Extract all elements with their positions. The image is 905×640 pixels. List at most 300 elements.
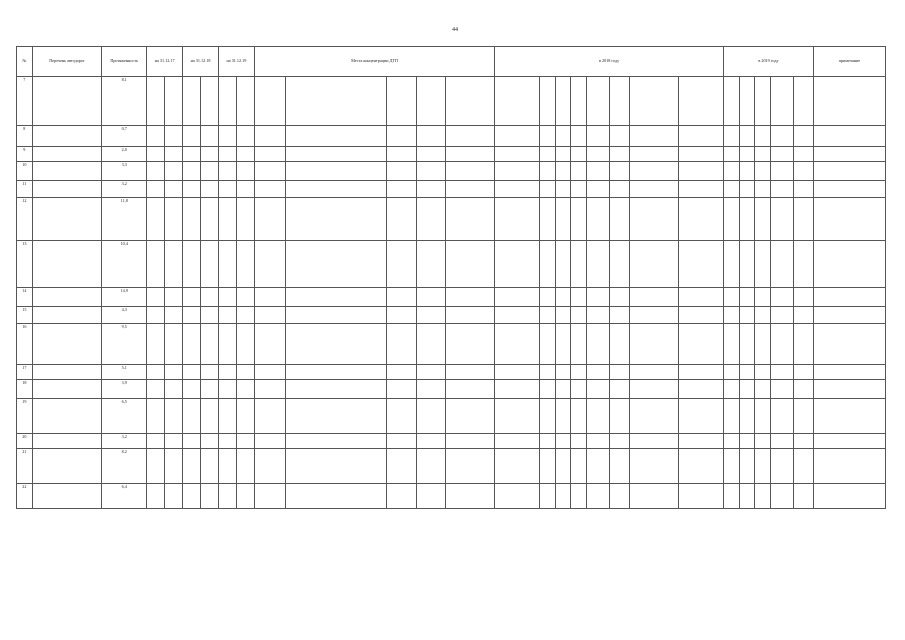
cell-n: 11 <box>17 181 33 198</box>
cell <box>183 380 201 399</box>
cell <box>629 147 678 162</box>
cell <box>201 399 219 434</box>
cell-note <box>813 399 885 434</box>
cell <box>201 162 219 181</box>
cell <box>793 77 813 126</box>
cell <box>201 380 219 399</box>
cell <box>571 380 587 399</box>
cell-note <box>813 434 885 449</box>
cell <box>416 365 445 380</box>
cell <box>755 307 771 324</box>
cell <box>201 241 219 288</box>
cell <box>724 324 740 365</box>
cell <box>387 484 416 509</box>
cell <box>793 126 813 147</box>
cell <box>495 198 540 241</box>
cell <box>201 198 219 241</box>
cell <box>219 77 237 126</box>
cell <box>629 434 678 449</box>
cell <box>755 126 771 147</box>
cell <box>416 449 445 484</box>
cell <box>495 181 540 198</box>
cell <box>755 241 771 288</box>
cell-len: 2,0 <box>102 147 147 162</box>
cell <box>445 307 494 324</box>
cell <box>147 77 165 126</box>
cell-name <box>32 181 102 198</box>
cell <box>587 307 609 324</box>
cell <box>147 365 165 380</box>
cell <box>165 198 183 241</box>
cell <box>416 126 445 147</box>
cell <box>219 399 237 434</box>
cell <box>629 380 678 399</box>
cell <box>724 147 740 162</box>
cell-note <box>813 449 885 484</box>
cell <box>771 399 793 434</box>
cell <box>183 162 201 181</box>
cell-len: 6,5 <box>102 399 147 434</box>
cell <box>387 162 416 181</box>
cell <box>236 380 254 399</box>
cell <box>571 181 587 198</box>
cell <box>201 147 219 162</box>
cell <box>629 77 678 126</box>
cell <box>793 198 813 241</box>
cell <box>540 241 556 288</box>
cell-name <box>32 77 102 126</box>
cell <box>445 241 494 288</box>
cell <box>495 449 540 484</box>
cell <box>147 181 165 198</box>
cell <box>183 307 201 324</box>
cell <box>147 399 165 434</box>
cell-n: 16 <box>17 324 33 365</box>
cell-n: 17 <box>17 365 33 380</box>
cell <box>540 198 556 241</box>
cell <box>219 162 237 181</box>
cell-len: 3,2 <box>102 434 147 449</box>
cell <box>540 147 556 162</box>
cell <box>793 449 813 484</box>
cell <box>416 484 445 509</box>
cell-len: 9,5 <box>102 324 147 365</box>
cell <box>771 198 793 241</box>
cell <box>629 162 678 181</box>
cell <box>629 449 678 484</box>
cell <box>254 484 285 509</box>
hdr-w2019: в 2019 году <box>724 47 814 77</box>
cell <box>739 126 755 147</box>
cell-name <box>32 198 102 241</box>
cell <box>286 147 387 162</box>
cell <box>254 147 285 162</box>
cell <box>165 241 183 288</box>
cell <box>629 198 678 241</box>
cell <box>254 380 285 399</box>
table-row <box>17 77 886 126</box>
cell <box>587 77 609 126</box>
cell <box>201 449 219 484</box>
cell-n: 10 <box>17 162 33 181</box>
cell <box>416 324 445 365</box>
cell-len: 4,3 <box>102 307 147 324</box>
cell <box>201 434 219 449</box>
cell <box>793 307 813 324</box>
hdr-road: Перечень автодорог <box>32 47 102 77</box>
cell <box>571 399 587 434</box>
cell-note <box>813 181 885 198</box>
cell <box>629 484 678 509</box>
table-row <box>17 365 886 380</box>
cell <box>147 434 165 449</box>
cell <box>609 399 629 434</box>
cell <box>147 380 165 399</box>
cell <box>219 380 237 399</box>
cell <box>571 77 587 126</box>
cell <box>771 324 793 365</box>
cell <box>555 399 571 434</box>
cell <box>739 380 755 399</box>
cell <box>587 147 609 162</box>
hdr-num: № <box>17 47 33 77</box>
cell <box>254 181 285 198</box>
cell <box>571 449 587 484</box>
cell-n: 12 <box>17 198 33 241</box>
table-row <box>17 126 886 147</box>
cell <box>286 484 387 509</box>
cell <box>555 365 571 380</box>
cell <box>679 399 724 434</box>
cell-n: 19 <box>17 399 33 434</box>
cell <box>679 324 724 365</box>
cell <box>679 434 724 449</box>
cell <box>254 307 285 324</box>
cell <box>587 380 609 399</box>
cell <box>587 484 609 509</box>
cell <box>755 449 771 484</box>
cell <box>201 365 219 380</box>
cell <box>587 365 609 380</box>
cell <box>739 162 755 181</box>
cell <box>609 288 629 307</box>
cell-len: 10,4 <box>102 241 147 288</box>
cell <box>254 198 285 241</box>
cell <box>201 126 219 147</box>
cell <box>609 181 629 198</box>
cell <box>495 434 540 449</box>
cell-len: 14,9 <box>102 288 147 307</box>
cell <box>236 324 254 365</box>
cell <box>219 449 237 484</box>
cell <box>387 147 416 162</box>
table-row <box>17 288 886 307</box>
cell <box>587 449 609 484</box>
cell <box>724 434 740 449</box>
cell <box>445 449 494 484</box>
cell <box>495 162 540 181</box>
cell <box>793 380 813 399</box>
cell <box>165 324 183 365</box>
cell <box>165 288 183 307</box>
cell <box>724 126 740 147</box>
cell <box>555 324 571 365</box>
cell-len: 0,7 <box>102 126 147 147</box>
cell <box>286 307 387 324</box>
cell <box>771 181 793 198</box>
cell-name <box>32 241 102 288</box>
cell <box>183 126 201 147</box>
cell <box>219 434 237 449</box>
cell <box>571 324 587 365</box>
table-row <box>17 307 886 324</box>
cell <box>219 288 237 307</box>
cell <box>739 77 755 126</box>
cell <box>629 324 678 365</box>
cell <box>629 126 678 147</box>
cell <box>495 147 540 162</box>
cell <box>286 288 387 307</box>
cell <box>387 434 416 449</box>
cell <box>147 241 165 288</box>
cell <box>609 380 629 399</box>
cell <box>165 162 183 181</box>
cell <box>755 77 771 126</box>
cell <box>286 198 387 241</box>
cell <box>571 484 587 509</box>
cell <box>445 181 494 198</box>
cell-len: 11,8 <box>102 198 147 241</box>
cell <box>165 399 183 434</box>
cell <box>387 198 416 241</box>
cell <box>555 77 571 126</box>
cell <box>254 77 285 126</box>
cell <box>724 288 740 307</box>
cell <box>793 399 813 434</box>
cell <box>387 399 416 434</box>
cell <box>183 241 201 288</box>
cell <box>147 307 165 324</box>
cell <box>555 449 571 484</box>
cell <box>755 324 771 365</box>
cell <box>286 380 387 399</box>
cell-name <box>32 126 102 147</box>
cell <box>571 288 587 307</box>
cell <box>724 365 740 380</box>
cell <box>755 365 771 380</box>
cell <box>724 449 740 484</box>
cell <box>755 198 771 241</box>
cell <box>445 126 494 147</box>
cell <box>495 399 540 434</box>
cell <box>739 449 755 484</box>
cell-name <box>32 484 102 509</box>
cell <box>254 241 285 288</box>
cell <box>609 434 629 449</box>
cell <box>771 241 793 288</box>
cell <box>609 484 629 509</box>
cell <box>771 484 793 509</box>
cell <box>219 484 237 509</box>
page-number: 44 <box>452 27 458 33</box>
table-row <box>17 241 886 288</box>
cell <box>165 365 183 380</box>
cell <box>679 288 724 307</box>
cell <box>755 434 771 449</box>
cell <box>629 307 678 324</box>
cell <box>254 399 285 434</box>
cell <box>724 77 740 126</box>
cell <box>236 399 254 434</box>
cell <box>495 484 540 509</box>
cell-name <box>32 162 102 181</box>
cell <box>679 198 724 241</box>
cell <box>540 380 556 399</box>
cell <box>165 380 183 399</box>
cell <box>755 399 771 434</box>
cell <box>165 484 183 509</box>
cell <box>587 241 609 288</box>
cell <box>201 181 219 198</box>
cell <box>183 288 201 307</box>
cell-len: 5,1 <box>102 365 147 380</box>
cell <box>571 434 587 449</box>
cell <box>147 198 165 241</box>
cell <box>416 434 445 449</box>
cell <box>629 241 678 288</box>
cell <box>147 484 165 509</box>
cell <box>165 307 183 324</box>
cell <box>201 484 219 509</box>
table-row <box>17 449 886 484</box>
cell <box>387 307 416 324</box>
cell <box>739 181 755 198</box>
cell <box>201 307 219 324</box>
cell <box>555 147 571 162</box>
cell <box>755 484 771 509</box>
cell <box>755 380 771 399</box>
cell <box>147 162 165 181</box>
cell <box>609 365 629 380</box>
cell-name <box>32 449 102 484</box>
cell <box>755 181 771 198</box>
cell <box>286 365 387 380</box>
cell <box>679 241 724 288</box>
cell <box>629 399 678 434</box>
cell-len: 3,2 <box>102 181 147 198</box>
cell <box>679 181 724 198</box>
cell <box>793 324 813 365</box>
cell-n: 7 <box>17 77 33 126</box>
hdr-w2018: в 2018 году <box>495 47 724 77</box>
cell <box>609 126 629 147</box>
hdr-p2: на 31.12.18 <box>183 47 219 77</box>
cell <box>739 324 755 365</box>
cell <box>555 434 571 449</box>
cell <box>416 241 445 288</box>
cell-name <box>32 288 102 307</box>
cell <box>771 162 793 181</box>
cell <box>183 434 201 449</box>
cell-note <box>813 365 885 380</box>
cell-name <box>32 380 102 399</box>
cell <box>495 365 540 380</box>
cell <box>540 77 556 126</box>
cell <box>739 399 755 434</box>
cell <box>236 434 254 449</box>
cell <box>254 449 285 484</box>
cell <box>587 126 609 147</box>
cell <box>445 380 494 399</box>
cell-n: 21 <box>17 449 33 484</box>
cell <box>793 484 813 509</box>
cell <box>286 449 387 484</box>
cell <box>387 181 416 198</box>
cell <box>679 484 724 509</box>
cell <box>587 399 609 434</box>
cell <box>183 77 201 126</box>
cell <box>445 434 494 449</box>
cell <box>254 162 285 181</box>
cell-name <box>32 307 102 324</box>
cell-note <box>813 77 885 126</box>
cell <box>724 198 740 241</box>
cell <box>445 288 494 307</box>
cell <box>416 380 445 399</box>
cell <box>445 198 494 241</box>
cell <box>147 324 165 365</box>
cell-name <box>32 324 102 365</box>
cell <box>236 147 254 162</box>
cell-n: 13 <box>17 241 33 288</box>
cell-note <box>813 324 885 365</box>
cell-len: 6,4 <box>102 484 147 509</box>
cell <box>147 126 165 147</box>
cell <box>540 449 556 484</box>
cell <box>165 181 183 198</box>
cell <box>679 147 724 162</box>
cell-note <box>813 126 885 147</box>
cell-name <box>32 147 102 162</box>
cell <box>739 288 755 307</box>
cell-note <box>813 241 885 288</box>
cell <box>629 288 678 307</box>
hdr-length: Протяженность <box>102 47 147 77</box>
hdr-dtp: Места концентрации ДТП <box>254 47 494 77</box>
cell-n: 9 <box>17 147 33 162</box>
cell <box>679 449 724 484</box>
cell <box>793 147 813 162</box>
cell <box>679 307 724 324</box>
cell <box>571 147 587 162</box>
cell <box>793 365 813 380</box>
cell <box>286 241 387 288</box>
cell <box>555 484 571 509</box>
cell-len: 8,1 <box>102 77 147 126</box>
cell <box>495 380 540 399</box>
cell <box>286 126 387 147</box>
cell <box>387 77 416 126</box>
cell <box>609 162 629 181</box>
cell <box>387 449 416 484</box>
cell <box>286 434 387 449</box>
cell <box>445 484 494 509</box>
cell <box>755 288 771 307</box>
cell-name <box>32 399 102 434</box>
cell <box>587 162 609 181</box>
cell <box>771 147 793 162</box>
cell <box>587 198 609 241</box>
